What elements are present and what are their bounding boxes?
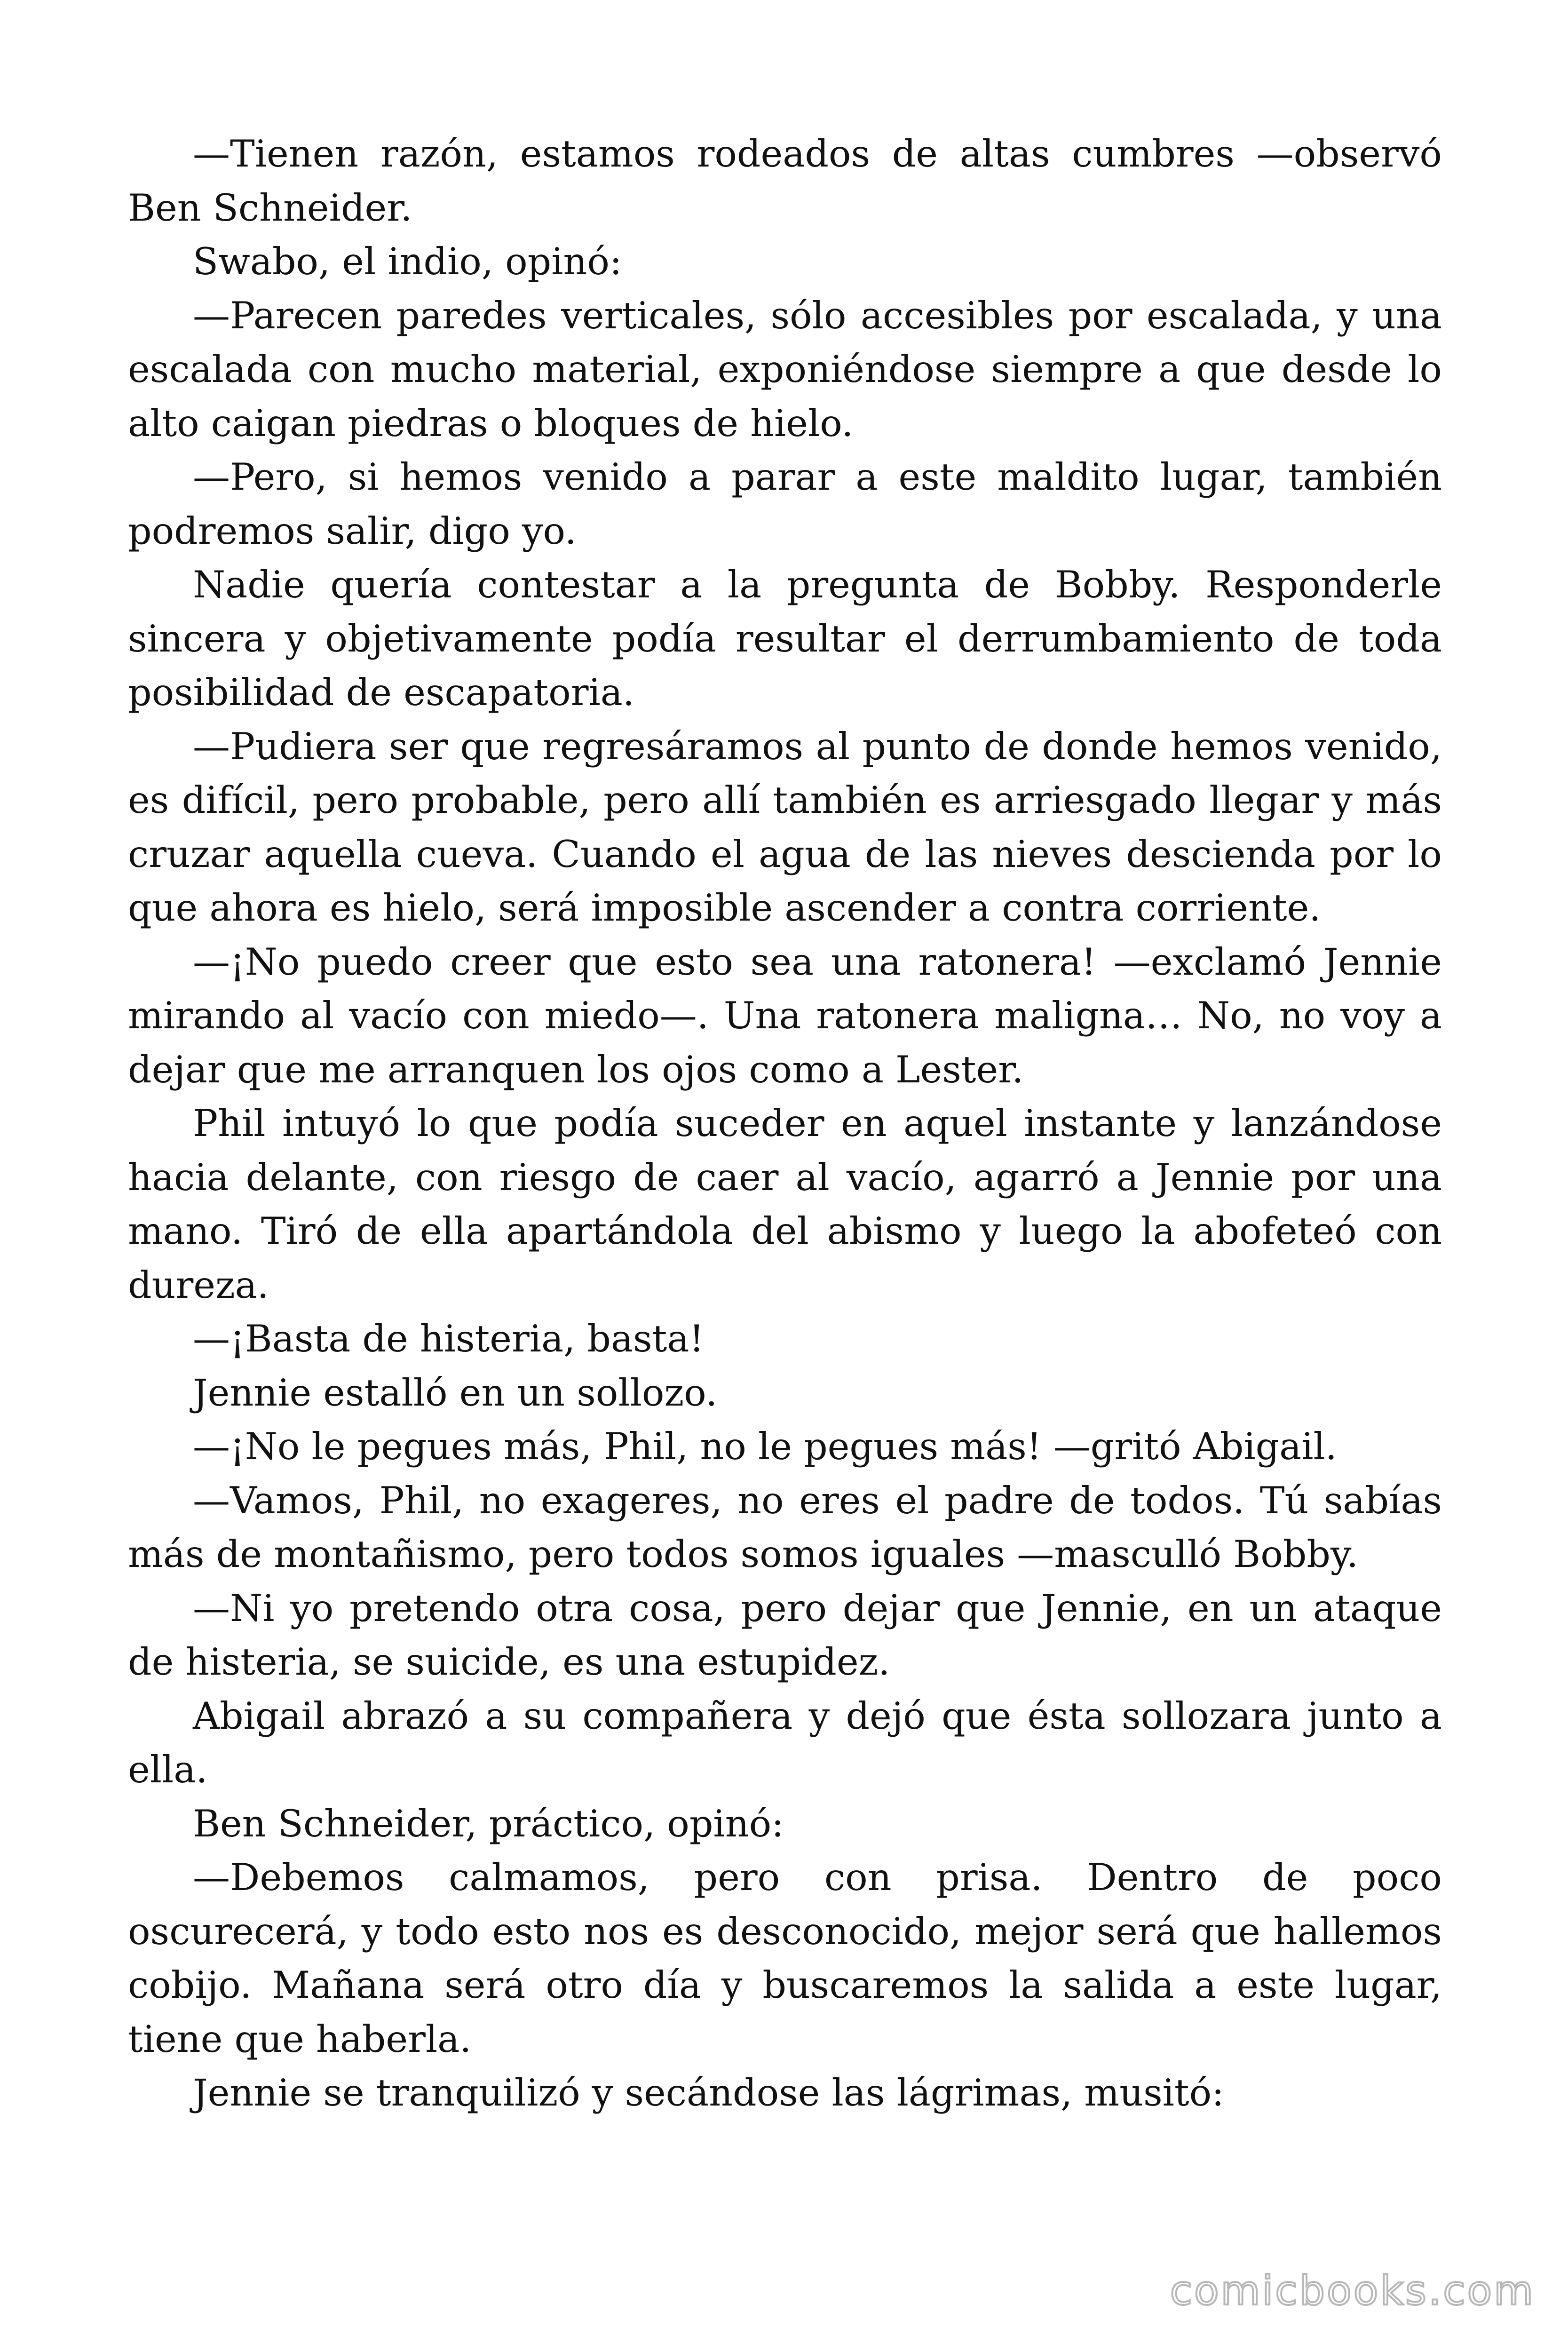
- paragraph: Jennie estalló en un sollozo.: [193, 1371, 718, 1414]
- paragraph: —Pero, si hemos venido a parar a este maldito lugar, también podremos salir, digo yo.: [128, 455, 1442, 553]
- watermark-logo: comicbooks.com: [1170, 2267, 1535, 2314]
- paragraph: Abigail abrazó a su compañera y dejó que ésta sollozara junto a ella.: [128, 1694, 1442, 1791]
- paragraph: —¡No puedo creer que esto sea una ratonera! —exclamó Jennie mirando al vacío con miedo—. Una ratonera maligna… No, no voy a dejar que me arranquen los ojos como a Lester.: [128, 940, 1442, 1091]
- paragraph: —Debemos calmamos, pero con prisa. Dentro de poco oscurecerá, y todo esto nos es desconocido, mejor será que hallemos cobijo. Mañana será otro día y buscaremos la salida a este lugar, tiene que haberla.: [128, 1856, 1442, 2061]
- paragraph: —¡No le pegues más, Phil, no le pegues más! —gritó Abigail.: [193, 1425, 1337, 1468]
- paragraph: Jennie se tranquilizó y secándose las lágrimas, musitó:: [193, 2071, 1224, 2114]
- paragraph: Nadie quería contestar a la pregunta de Bobby. Responderle sincera y objetivamente podía resultar el derrumbamiento de toda posibilidad de escapatoria.: [128, 563, 1442, 714]
- book-page-text: [128, 127, 1442, 2120]
- paragraph: —¡Basta de histeria, basta!: [193, 1317, 705, 1360]
- paragraph: Swabo, el indio, opinó:: [193, 240, 622, 283]
- paragraph: —Parecen paredes verticales, sólo accesibles por escalada, y una escalada con mucho material, exponiéndose siempre a que desde lo alto caigan piedras o bloques de hielo.: [128, 294, 1442, 445]
- paragraph: Ben Schneider, práctico, opinó:: [193, 1802, 784, 1845]
- paragraph: —Tienen razón, estamos rodeados de altas cumbres —observó Ben Schneider.: [128, 132, 1442, 230]
- paragraph: Phil intuyó lo que podía suceder en aquel instante y lanzándose hacia delante, con riesgo de caer al vacío, agarró a Jennie por una mano. Tiró de ella apartándola del abismo y luego la abofeteó con dureza.: [128, 1102, 1442, 1307]
- paragraph: —Ni yo pretendo otra cosa, pero dejar que Jennie, en un ataque de histeria, se suicide, es una estupidez.: [128, 1586, 1442, 1684]
- paragraph: —Vamos, Phil, no exageres, no eres el padre de todos. Tú sabías más de montañismo, pero todos somos iguales —masculló Bobby.: [128, 1478, 1442, 1576]
- paragraph: —Pudiera ser que regresáramos al punto de donde hemos venido, es difícil, pero probable, pero allí también es arriesgado llegar y más cruzar aquella cueva. Cuando el agua de las nieves descienda por lo que ahora es hielo, será imposible ascender a contra corriente.: [128, 724, 1442, 930]
